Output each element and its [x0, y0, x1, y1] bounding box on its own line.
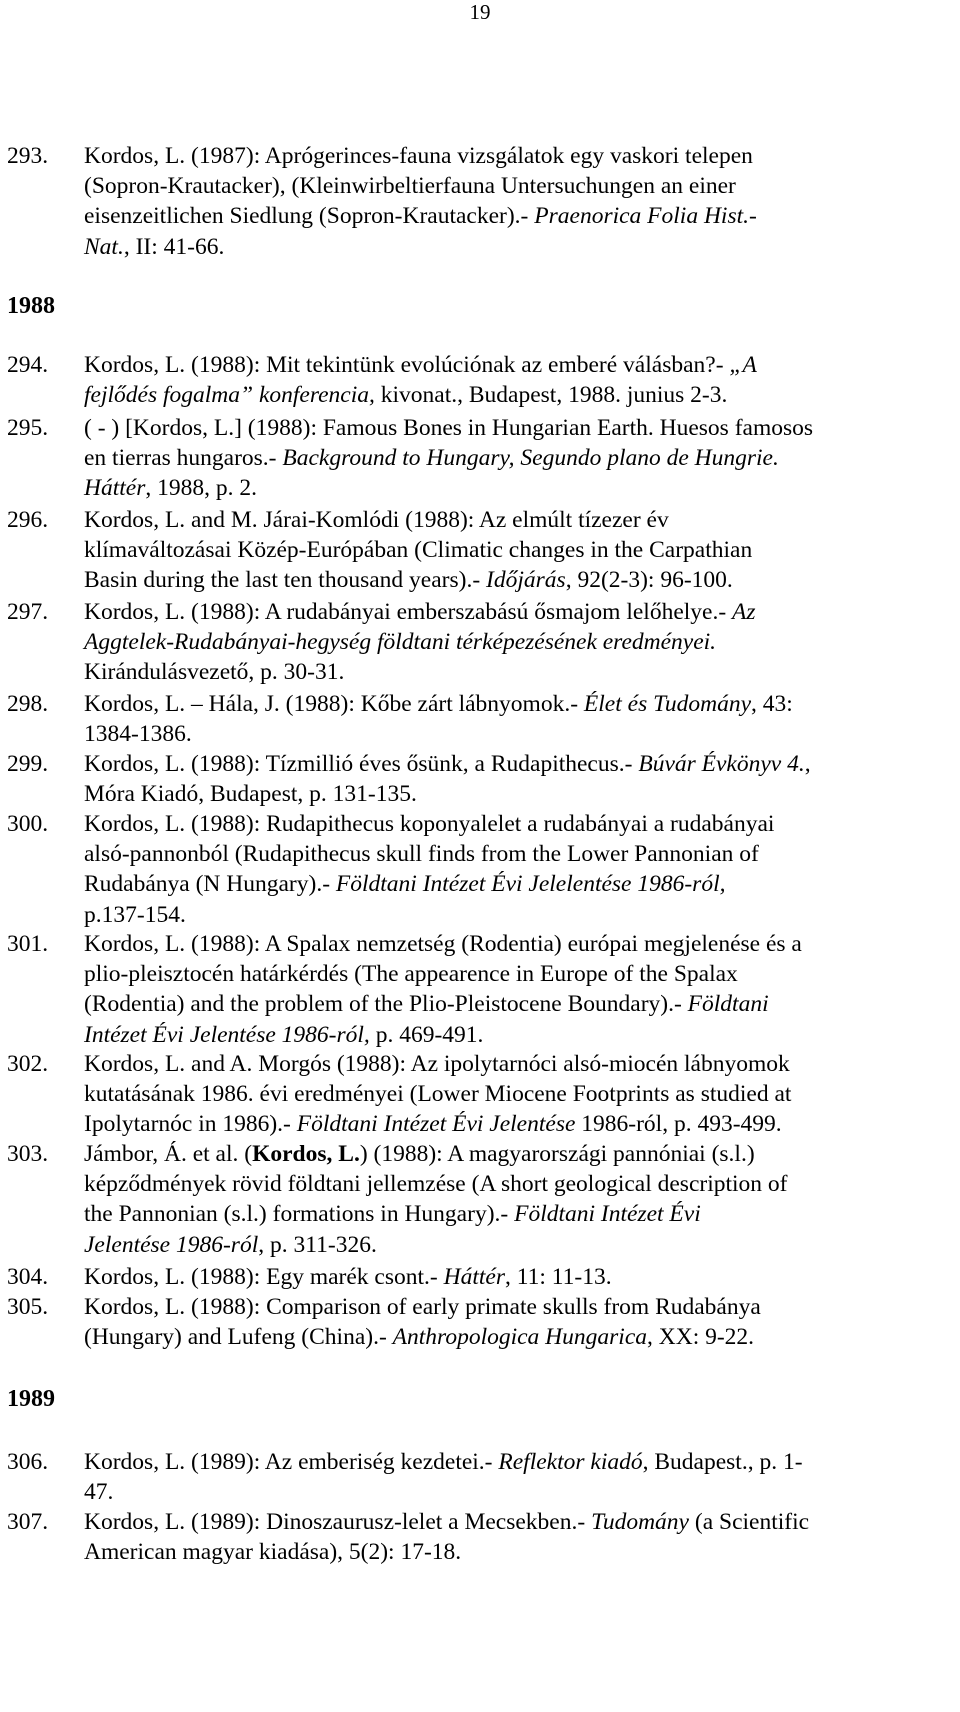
- citation-source-text: Tudomány: [591, 1509, 689, 1535]
- citation-text: , p. 311-326.: [258, 1231, 377, 1258]
- bibliography-entry: [7, 505, 950, 596]
- bibliography-entry: [7, 749, 950, 809]
- citation-text: eisenzeitlichen Siedlung (Sopron-Krautacker).-: [84, 203, 535, 230]
- entry-number: 294.: [7, 352, 49, 378]
- entry-line: [84, 1537, 950, 1567]
- entry-number: 300.: [7, 811, 49, 837]
- entry-line: [84, 929, 950, 959]
- entry-line: [84, 171, 950, 201]
- citation-text: American magyar kiadása), 5(2): 17-18.: [84, 1539, 462, 1566]
- entry-line: [84, 657, 950, 687]
- bibliography-entry: [7, 1292, 950, 1352]
- citation-text: ( - ) [Kordos, L.] (1988): Famous Bones in Hungarian Earth. Huesos famosos: [84, 415, 814, 441]
- year-heading-1988: 1988: [7, 293, 55, 319]
- entry-line: [84, 141, 950, 171]
- citation-text: Kordos, L. – Hála, J. (1988): Kőbe zárt lábnyomok.-: [84, 691, 584, 717]
- bibliography-entry: [7, 809, 950, 930]
- entry-number: 306.: [7, 1449, 49, 1475]
- entry-line: [84, 535, 950, 565]
- entry-line: [84, 989, 950, 1019]
- entry-line: [84, 809, 950, 839]
- citation-text: ,: [804, 751, 811, 777]
- citation-text: Kordos, L. (1988): Mit tekintünk evolúciónak az emberé válásban?-: [84, 352, 730, 378]
- entry-number: 304.: [7, 1264, 49, 1290]
- entry-line: [84, 1447, 950, 1477]
- citation-source-text: Intézet Évi Jelentése 1986-ról,: [84, 1021, 370, 1048]
- entry-line: [84, 869, 950, 899]
- citation-text: , 43:: [751, 691, 793, 717]
- entry-line: [84, 689, 950, 719]
- entry-number: 301.: [7, 931, 49, 957]
- citation-text: (Rodentia) and the problem of the Plio-Pleistocene Boundary).-: [84, 991, 688, 1018]
- citation-source-text: Búvár Évkönyv 4.: [638, 751, 805, 777]
- entry-number: 298.: [7, 691, 49, 717]
- entry-line: [84, 443, 950, 473]
- citation-source-text: Földtani Intézet Évi: [514, 1201, 701, 1228]
- entry-line: [84, 473, 950, 503]
- citation-source-text: Élet és Tudomány: [583, 691, 752, 717]
- citation-text: , 11: 11-13.: [504, 1264, 612, 1290]
- citation-text: (Hungary) and Lufeng (China).-: [84, 1324, 393, 1351]
- entry-line: [84, 1230, 950, 1260]
- entry-line: [84, 900, 950, 930]
- entry-line: [84, 232, 950, 262]
- citation-source-text: Jelentése 1986-ról: [84, 1231, 259, 1258]
- entry-line: [84, 1292, 950, 1322]
- bibliography-entry: [7, 1262, 950, 1292]
- bibliography-entry: [7, 929, 950, 1050]
- citation-text: Kordos, L. (1988): Comparison of early primate skulls from Rudabánya: [84, 1294, 761, 1320]
- citation-source-text: Földtani Intézet Évi Jelentése: [296, 1111, 576, 1138]
- entry-line: [84, 1020, 950, 1050]
- citation-text: Jámbor, Á. et al. (: [84, 1141, 253, 1167]
- entry-line: [84, 505, 950, 535]
- entry-line: [84, 1169, 950, 1199]
- entry-line: [84, 1477, 950, 1507]
- citation-source-text: Háttér: [84, 475, 146, 502]
- citation-source-text: Nat.: [84, 233, 124, 260]
- bibliography-entry: [7, 141, 950, 262]
- entry-number: 303.: [7, 1141, 49, 1167]
- entry-line: [84, 749, 950, 779]
- year-heading-1989: 1989: [7, 1386, 55, 1412]
- entry-line: [84, 380, 950, 410]
- citation-text: , Budapest., p. 1-: [642, 1449, 803, 1475]
- citation-source-text: Az: [732, 599, 756, 625]
- citation-text: alsó-pannonból (Rudapithecus skull finds from the Lower Pannonian of: [84, 841, 759, 868]
- citation-text: p.137-154.: [84, 901, 186, 928]
- entry-line: [84, 1199, 950, 1229]
- citation-text: Kirándulásvezető, p. 30-31.: [84, 659, 345, 686]
- entry-line: [84, 627, 950, 657]
- citation-text: Basin during the last ten thousand years).-: [84, 567, 487, 594]
- bibliography-entry: [7, 1049, 950, 1140]
- page-number: 19: [469, 0, 491, 24]
- bibliography-entry: [7, 1447, 950, 1507]
- citation-text: Rudabánya (N Hungary).-: [84, 871, 336, 898]
- citation-text: p. 469-491.: [369, 1021, 484, 1048]
- citation-text: képződmények rövid földtani jellemzése (A short geological description of: [84, 1171, 788, 1198]
- citation-text: Ipolytarnóc in 1986).-: [84, 1111, 297, 1138]
- citation-text: Kordos, L. (1988): A rudabányai emberszabású ősmajom lelőhelye.-: [84, 599, 733, 625]
- citation-text: Móra Kiadó, Budapest, p. 131-135.: [84, 781, 417, 808]
- citation-text: Kordos, L. (1988): Rudapithecus koponyalelet a rudabányai a rudabányai: [84, 811, 775, 837]
- citation-text: ) (1988): A magyarországi pannóniai (s.l.): [359, 1141, 755, 1167]
- citation-text: Kordos, L. (1988): Egy marék csont.-: [84, 1264, 444, 1290]
- citation-text: , 92(2-3): 96-100.: [565, 567, 733, 594]
- entry-line: [84, 1262, 950, 1292]
- citation-source-text: Földtani Intézet Évi Jelelentése 1986-ról,: [335, 871, 726, 898]
- entry-line: [84, 1139, 950, 1169]
- bibliography-entry: [7, 1139, 950, 1260]
- entry-line: [84, 1109, 950, 1139]
- citation-text: Kordos, L. (1988): A Spalax nemzetség (Rodentia) európai megjelenése és a: [84, 931, 802, 957]
- citation-text: plio-pleisztocén határkérdés (The appearence in Europe of the Spalax: [84, 961, 738, 988]
- citation-text: 1986-ról, p. 493-499.: [575, 1111, 782, 1138]
- entry-line: [84, 201, 950, 231]
- entry-line: [84, 350, 950, 380]
- citation-text: Kordos, L. (1988): Tízmillió éves ősünk, a Rudapithecus.-: [84, 751, 639, 777]
- citation-text: klímaváltozásai Közép-Európában (Climatic changes in the Carpathian: [84, 537, 753, 564]
- entry-line: [84, 597, 950, 627]
- citation-source-text: Anthropologica Hungarica: [392, 1324, 648, 1351]
- citation-text: (Sopron-Krautacker), (Kleinwirbeltierfauna Untersuchungen an einer: [84, 173, 736, 200]
- citation-text: , II: 41-66.: [123, 233, 225, 260]
- citation-source-text: „A: [729, 352, 757, 378]
- citation-source-text: Időjárás: [486, 567, 566, 594]
- citation-source-text: fejlődés fogalma” konferencia,: [84, 382, 375, 409]
- entry-line: [84, 719, 950, 749]
- entry-line: [84, 959, 950, 989]
- citation-source-text: Background to Hungary, Segundo plano de Hungrie.: [282, 445, 779, 472]
- bibliography-entry: [7, 1507, 950, 1567]
- bibliography-entry: [7, 350, 950, 410]
- citation-text: , 1988, p. 2.: [145, 475, 257, 502]
- citation-text: kivonat., Budapest, 1988. junius 2-3.: [374, 382, 728, 409]
- citation-text: Kordos, L. and M. Járai-Komlódi (1988): Az elmúlt tízezer év: [84, 507, 669, 533]
- entry-number: 307.: [7, 1509, 49, 1535]
- citation-text: (a Scientific: [689, 1509, 810, 1535]
- citation-text: Kordos, L. (1989): Az emberiség kezdetei.-: [84, 1449, 499, 1475]
- entry-number: 296.: [7, 507, 49, 533]
- citation-text: kutatásának 1986. évi eredményei (Lower Miocene Footprints as studied at: [84, 1081, 792, 1108]
- bibliography-entry: [7, 413, 950, 504]
- citation-text: en tierras hungaros.-: [84, 445, 283, 472]
- citation-text: , XX: 9-22.: [647, 1324, 755, 1351]
- entry-number: 295.: [7, 415, 49, 441]
- entry-line: [84, 779, 950, 809]
- citation-text: 1384-1386.: [84, 721, 192, 748]
- citation-source-text: Reflektor kiadó: [498, 1449, 643, 1475]
- citation-source-text: Földtani: [687, 991, 769, 1018]
- entry-number: 293.: [7, 143, 49, 169]
- citation-text: Kordos, L. and A. Morgós (1988): Az ipolytarnóci alsó-miocén lábnyomok: [84, 1051, 790, 1077]
- entry-number: 299.: [7, 751, 49, 777]
- citation-text: Kordos, L.: [252, 1141, 360, 1167]
- entry-number: 297.: [7, 599, 49, 625]
- entry-number: 305.: [7, 1294, 49, 1320]
- citation-text: the Pannonian (s.l.) formations in Hungary).-: [84, 1201, 515, 1228]
- entry-line: [84, 1507, 950, 1537]
- citation-text: Kordos, L. (1989): Dinoszaurusz-lelet a Mecsekben.-: [84, 1509, 592, 1535]
- citation-text: 47.: [84, 1479, 114, 1506]
- bibliography-entry: [7, 689, 950, 749]
- entry-line: [84, 1049, 950, 1079]
- citation-source-text: Háttér: [443, 1264, 505, 1290]
- entry-line: [84, 839, 950, 869]
- citation-source-text: Praenorica Folia Hist.-: [534, 203, 757, 230]
- entry-line: [84, 1079, 950, 1109]
- bibliography-entry: [7, 597, 950, 688]
- entry-line: [84, 1322, 950, 1352]
- entry-number: 302.: [7, 1051, 49, 1077]
- entry-line: [84, 413, 950, 443]
- citation-source-text: Aggtelek-Rudabányai-hegység földtani térképezésének eredményei.: [84, 629, 717, 656]
- entry-line: [84, 565, 950, 595]
- citation-text: Kordos, L. (1987): Aprógerinces-fauna vizsgálatok egy vaskori telepen: [84, 143, 753, 169]
